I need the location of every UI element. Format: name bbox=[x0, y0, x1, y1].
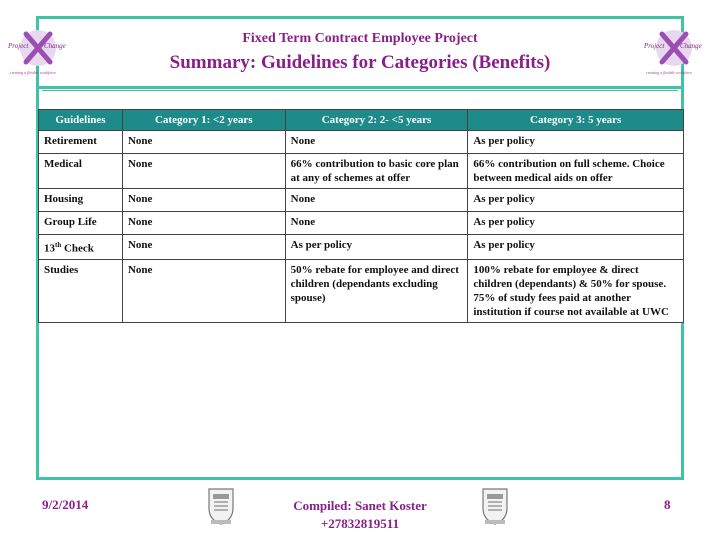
row-label-retirement: Retirement bbox=[39, 131, 123, 154]
footer-phone: +27832819511 bbox=[320, 516, 400, 531]
benefits-table bbox=[38, 109, 684, 323]
table-row bbox=[39, 259, 684, 322]
page-number: 8 bbox=[664, 497, 671, 512]
header-frame bbox=[36, 16, 684, 86]
row-label-number: 13 bbox=[44, 242, 55, 255]
content-divider bbox=[42, 90, 678, 91]
column-header-guidelines: Guidelines bbox=[39, 110, 123, 131]
table-cell: None bbox=[285, 212, 468, 235]
logo-change-text: Change bbox=[680, 42, 702, 50]
table-row bbox=[39, 131, 684, 154]
table-cell: 50% rebate for employee and direct children (dependants excluding spouse) bbox=[285, 259, 468, 322]
logo-project-text: Project bbox=[8, 42, 29, 50]
table-cell: None bbox=[122, 235, 285, 260]
table-cell: As per policy bbox=[468, 212, 684, 235]
table-cell: None bbox=[122, 189, 285, 212]
table-row bbox=[39, 212, 684, 235]
row-label-superscript: th bbox=[55, 241, 62, 249]
university-crest-icon bbox=[206, 486, 236, 526]
logo-tagline: creating a flexible workforce bbox=[646, 70, 693, 75]
table-row bbox=[39, 189, 684, 212]
logo-project-text: Project bbox=[644, 42, 665, 50]
table-cell: None bbox=[285, 189, 468, 212]
footer-compiled-text: Compiled: Sanet Koster bbox=[293, 498, 427, 513]
table-cell: As per policy bbox=[468, 131, 684, 154]
column-header-category-2: Category 2: 2- <5 years bbox=[285, 110, 468, 131]
university-crest-icon bbox=[480, 486, 510, 526]
table-cell: As per policy bbox=[468, 235, 684, 260]
row-label-group-life: Group Life bbox=[39, 212, 123, 235]
footer-compiled-by bbox=[250, 497, 470, 533]
table-cell: None bbox=[122, 212, 285, 235]
column-header-category-1: Category 1: <2 years bbox=[122, 110, 285, 131]
table-cell: None bbox=[285, 131, 468, 154]
logo-change-text: Change bbox=[44, 42, 66, 50]
table-cell: As per policy bbox=[468, 189, 684, 212]
footer-date: 9/2/2014 bbox=[42, 497, 89, 512]
table-cell: None bbox=[122, 131, 285, 154]
column-header-category-3: Category 3: 5 years bbox=[468, 110, 684, 131]
table-cell: 100% rebate for employee & direct children (dependants) & 50% for spouse. 75% of study fees paid at another institution if course not available at UWC bbox=[468, 259, 684, 322]
table-cell: None bbox=[122, 259, 285, 322]
row-label-13th-check bbox=[39, 235, 123, 260]
slide-subtitle: Fixed Term Contract Employee Project bbox=[242, 31, 478, 46]
slide-title: Summary: Guidelines for Categories (Benefits) bbox=[169, 52, 551, 73]
table-cell: None bbox=[122, 154, 285, 189]
table-header-row bbox=[39, 110, 684, 131]
row-label-suffix: Check bbox=[61, 242, 94, 255]
table-cell: As per policy bbox=[285, 235, 468, 260]
row-label-medical: Medical bbox=[39, 154, 123, 189]
row-label-studies: Studies bbox=[39, 259, 123, 322]
table-row bbox=[39, 154, 684, 189]
row-label-housing: Housing bbox=[39, 189, 123, 212]
table-cell: 66% contribution on full scheme. Choice between medical aids on offer bbox=[468, 154, 684, 189]
table-row bbox=[39, 235, 684, 260]
logo-tagline: creating a flexible workforce bbox=[10, 70, 57, 75]
table-cell: 66% contribution to basic core plan at any of schemes at offer bbox=[285, 154, 468, 189]
